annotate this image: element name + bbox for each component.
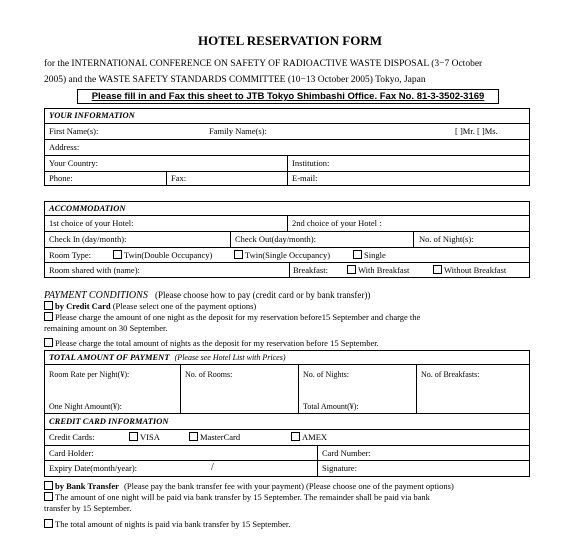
check-out-field[interactable]: Check Out(day/month): [235,234,316,244]
breakfasts-field[interactable]: No. of Breakfasts: [421,370,480,379]
without-breakfast-label: Without Breakfast [444,265,507,275]
nights-field[interactable]: No. of Night(s): [419,234,474,244]
divider [289,263,290,278]
bank-transfer [44,481,539,530]
divider [287,156,288,171]
shared-row [45,262,529,278]
bank-transfer-label: by Bank Transfer [55,481,119,491]
section-heading: CREDIT CARD INFORMATION [49,416,169,426]
one-night-amount-field[interactable]: One Night Amount(¥): [49,402,122,411]
credit-card-note: (Please select one of the payment options) [112,301,257,311]
twin-double-option[interactable] [113,250,212,261]
credit-card-checkbox[interactable] [44,301,53,310]
payment-heading: PAYMENT CONDITIONS [44,290,148,301]
divider [287,216,288,231]
with-breakfast-label: With Breakfast [358,265,410,275]
payment-heading-line [44,290,534,301]
mastercard-label: MasterCard [200,432,241,442]
room-rate-field[interactable]: Room Rate per Night(¥): [49,370,130,379]
signature-field[interactable]: Signature: [322,463,357,473]
hotel-choice-row [45,215,529,231]
phone-field[interactable]: Phone: [49,173,73,183]
bank-option-2-text: The total amount of nights is paid via bank transfer by 15 September. [55,519,291,529]
title-selector[interactable]: [ ]Mr. [ ]Ms. [455,126,498,136]
room-shared-field[interactable]: Room shared with (name): [49,265,140,275]
divider [230,232,231,247]
credit-card-line [44,301,534,312]
bank-transfer-note: (Please pay the bank transfer fee with your payment) (Please choose one of the payment options) [124,481,454,491]
payment-conditions [44,290,534,349]
amex-label: AMEX [302,432,328,442]
email-field[interactable]: E-mail: [292,173,318,183]
country-row [45,155,529,171]
single-label: Single [364,250,386,260]
checkbox-icon[interactable] [189,432,198,441]
visa-label: VISA [140,432,160,442]
divider [298,365,299,414]
divider [413,232,414,247]
card-type-row [45,429,529,445]
bank-option-2 [44,519,539,530]
intro-line-2: 2005) and the WASTE SAFETY STANDARDS COMMITTEE (10−13 October 2005) Tokyo, Japan [44,75,426,85]
family-name-field[interactable]: Family Name(s): [209,126,267,136]
twin-single-option[interactable] [234,250,330,261]
your-information-section [44,108,530,186]
credit-cards-label: Credit Cards: [49,432,95,442]
expiry-slash: / [211,462,214,473]
section-heading: YOUR INFORMATION [49,110,135,120]
bank-option-1-checkbox[interactable] [44,492,53,501]
divider [317,461,318,476]
room-type-label: Room Type: [49,250,91,260]
bank-transfer-checkbox[interactable] [44,481,53,490]
first-hotel-choice-field[interactable]: 1st choice of your Hotel: [49,218,134,228]
credit-card-label: by Credit Card [55,301,111,311]
checkbox-icon[interactable] [347,265,356,274]
bank-option-1-line-1: The amount of one night will be paid via bank transfer by 15 September. The remainder shall be paid via bank [55,492,430,502]
contact-row [45,171,529,186]
form-title: HOTEL RESERVATION FORM [198,33,382,48]
checkbox-icon[interactable] [291,432,300,441]
expiry-row [45,460,529,476]
divider [180,365,181,414]
card-number-field[interactable]: Card Number: [322,448,371,458]
second-hotel-choice-field[interactable]: 2nd choice of your Hotel : [292,218,382,228]
cc-option-1-line-2: remaining amount on 30 September. [44,323,168,333]
expiry-date-field[interactable]: Expiry Date(month/year): [49,463,138,473]
bank-transfer-line [44,481,539,492]
intro-line-1: for the INTERNATIONAL CONFERENCE ON SAFETY OF RADIOACTIVE WASTE DISPOSAL (3−7 October [44,59,483,69]
twin-double-label: Twin(Double Occupancy) [124,250,213,260]
total-payment-heading-line [49,352,286,363]
cc-option-1-line-1: Please charge the amount of one night as the deposit for my reservation before15 September and charge the [55,312,421,322]
divider [416,365,417,414]
bank-option-1-line-2: transfer by 15 September. [44,503,132,513]
visa-option[interactable] [129,432,160,443]
card-holder-field[interactable]: Card Holder: [49,448,94,458]
single-option[interactable] [353,250,386,261]
mastercard-option[interactable] [189,432,240,443]
total-payment-section [44,350,530,414]
with-breakfast-option[interactable] [347,265,409,276]
divider [287,172,288,186]
divider [166,172,167,186]
payment-heading-note: (Please choose how to pay (credit card or by bank transfer)) [154,290,371,300]
address-row [45,139,529,155]
room-type-row [45,247,529,262]
checkbox-icon[interactable] [129,432,138,441]
breakfast-label: Breakfast: [293,265,328,275]
checkbox-icon[interactable] [113,250,122,259]
address-field[interactable]: Address: [49,142,80,152]
bank-option-2-checkbox[interactable] [44,519,53,528]
fax-field[interactable]: Fax: [171,173,187,183]
section-heading-note: (Please see Hotel List with Prices) [174,353,286,362]
section-heading: ACCOMMODATION [49,203,126,213]
amount-grid [45,364,529,414]
rooms-field[interactable]: No. of Rooms: [185,370,233,379]
credit-card-section [44,414,530,477]
without-breakfast-option[interactable] [433,265,506,276]
twin-single-label: Twin(Single Occupancy) [245,250,331,260]
card-holder-row [45,445,529,460]
dates-row [45,231,529,247]
cc-option-2 [44,338,534,349]
total-amount-field[interactable]: Total Amount(¥): [303,402,359,411]
divider [317,446,318,460]
name-row [45,123,529,139]
cc-option-2-checkbox[interactable] [44,338,53,347]
country-field[interactable]: Your Country: [49,158,98,168]
bank-option-1 [44,492,539,503]
amex-option[interactable] [291,432,327,443]
cc-option-1-checkbox[interactable] [44,312,53,321]
institution-field[interactable]: Institution: [292,158,330,168]
check-in-field[interactable]: Check In (day/month): [49,234,127,244]
checkbox-icon[interactable] [433,265,442,274]
cc-option-1 [44,312,534,323]
first-name-field[interactable]: First Name(s): [49,126,99,136]
fax-notice: Please fill in and Fax this sheet to JTB Tokyo Shimbashi Office. Fax No. 81-3-3502-3169 [77,89,499,104]
section-heading: TOTAL AMOUNT OF PAYMENT [49,352,170,362]
nights-count-field[interactable]: No. of Nights: [303,370,349,379]
accommodation-section [44,201,530,278]
checkbox-icon[interactable] [234,250,243,259]
intro-text [44,56,544,88]
checkbox-icon[interactable] [353,250,362,259]
cc-option-2-text: Please charge the total amount of nights as the deposit for my reservation before 15 September. [55,338,379,348]
